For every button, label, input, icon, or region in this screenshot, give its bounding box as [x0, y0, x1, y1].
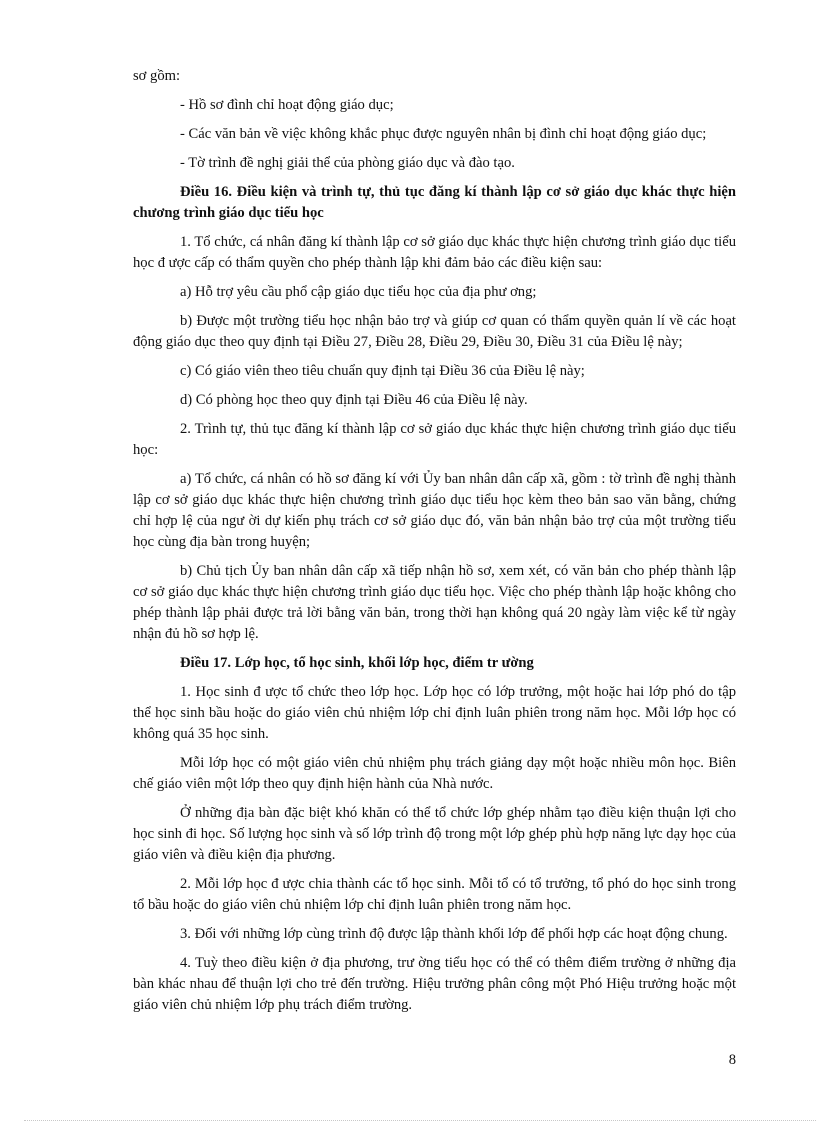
- paragraph: Mỗi lớp học có một giáo viên chủ nhiệm phụ trách giảng dạy một hoặc nhiều môn học. Biên chế giáo viên một lớp theo quy định hiện hành của Nhà nước.: [133, 755, 736, 792]
- list-item: b) Được một trường tiểu học nhận bảo trợ và giúp cơ quan có thẩm quyền quản lí về các hoạt động giáo dục theo quy định tại Điều 27, Điều 28, Điều 29, Điều 30, Điều 31 của Điều lệ này;: [133, 313, 736, 350]
- list-item: a) Tổ chức, cá nhân có hồ sơ đăng kí với Ủy ban nhân dân cấp xã, gồm : tờ trình đề nghị thành lập cơ sở giáo dục khác thực hiện chương trình giáo dục tiểu học kèm theo bản sao văn bằng, chứng chỉ hợp lệ của ngư ời dự kiến phụ trách cơ sở giáo dục đó, văn bản nhận bảo trợ của một trường tiểu học cùng địa bàn trong huyện;: [133, 471, 736, 550]
- article-heading-16: Điều 16. Điều kiện và trình tự, thủ tục đăng kí thành lập cơ sở giáo dục khác thực hiện chương trình giáo dục tiểu học: [133, 184, 736, 221]
- paragraph: 3. Đối với những lớp cùng trình độ được lập thành khối lớp để phối hợp các hoạt động chung.: [180, 926, 728, 942]
- list-item: a) Hỗ trợ yêu cầu phổ cập giáo dục tiểu học của địa phư ơng;: [180, 284, 537, 300]
- page-number: 8: [728, 1052, 736, 1068]
- list-item: - Hồ sơ đình chỉ hoạt động giáo dục;: [180, 97, 394, 113]
- list-item: - Các văn bản về việc không khắc phục được nguyên nhân bị đình chỉ hoạt động giáo dục;: [180, 126, 707, 142]
- list-item: b) Chủ tịch Ủy ban nhân dân cấp xã tiếp nhận hồ sơ, xem xét, có văn bản cho phép thành lập cơ sở giáo dục khác thực hiện chương trình giáo dục tiểu học. Việc cho phép thành lập hoặc không cho phép thành lập phải được trả lời bằng văn bản, trong thời hạn không quá 20 ngày làm việc kể từ ngày nhận đủ hồ sơ hợp lệ.: [133, 563, 736, 642]
- paragraph: 4. Tuỳ theo điều kiện ở địa phương, trư ờng tiểu học có thể có thêm điểm trường ở những địa bàn khác nhau để thuận lợi cho trẻ đến trường. Hiệu trưởng phân công một Phó Hiệu trưởng hoặc một giáo viên chủ nhiệm lớp phụ trách điểm trường.: [133, 955, 736, 1013]
- paragraph-continuation: sơ gồm:: [133, 68, 181, 84]
- paragraph: 2. Trình tự, thủ tục đăng kí thành lập cơ sở giáo dục khác thực hiện chương trình giáo dục tiểu học:: [133, 421, 736, 458]
- paragraph: 1. Tổ chức, cá nhân đăng kí thành lập cơ sở giáo dục khác thực hiện chương trình giáo dục tiểu học đ ược cấp có thẩm quyền cho phép thành lập khi đảm bảo các điều kiện sau:: [133, 234, 736, 271]
- paragraph: Ở những địa bàn đặc biệt khó khăn có thể tổ chức lớp ghép nhằm tạo điều kiện thuận lợi cho học sinh đi học. Số lượng học sinh và số lớp trình độ trong một lớp ghép phù hợp năng lực dạy học của giáo viên và điều kiện địa phương.: [133, 805, 736, 863]
- article-heading-17: Điều 17. Lớp học, tổ học sinh, khối lớp học, điểm tr ường: [180, 655, 534, 671]
- document-page: [133, 66, 736, 1024]
- paragraph: 2. Mỗi lớp học đ ược chia thành các tổ học sinh. Mỗi tổ có tổ trưởng, tổ phó do học sinh trong tổ bầu hoặc do giáo viên chủ nhiệm lớp chỉ định luân phiên trong năm học.: [133, 876, 736, 913]
- list-item: - Tờ trình đề nghị giải thể của phòng giáo dục và đào tạo.: [180, 155, 515, 171]
- footer-divider: [24, 1120, 816, 1121]
- paragraph: 1. Học sinh đ ược tổ chức theo lớp học. Lớp học có lớp trưởng, một hoặc hai lớp phó do tập thể học sinh bầu hoặc do giáo viên chủ nhiệm lớp chỉ định luân phiên trong năm học. Mỗi lớp học có không quá 35 học sinh.: [133, 684, 736, 742]
- list-item: c) Có giáo viên theo tiêu chuẩn quy định tại Điều 36 của Điều lệ này;: [180, 363, 585, 379]
- list-item: d) Có phòng học theo quy định tại Điều 46 của Điều lệ này.: [180, 392, 528, 408]
